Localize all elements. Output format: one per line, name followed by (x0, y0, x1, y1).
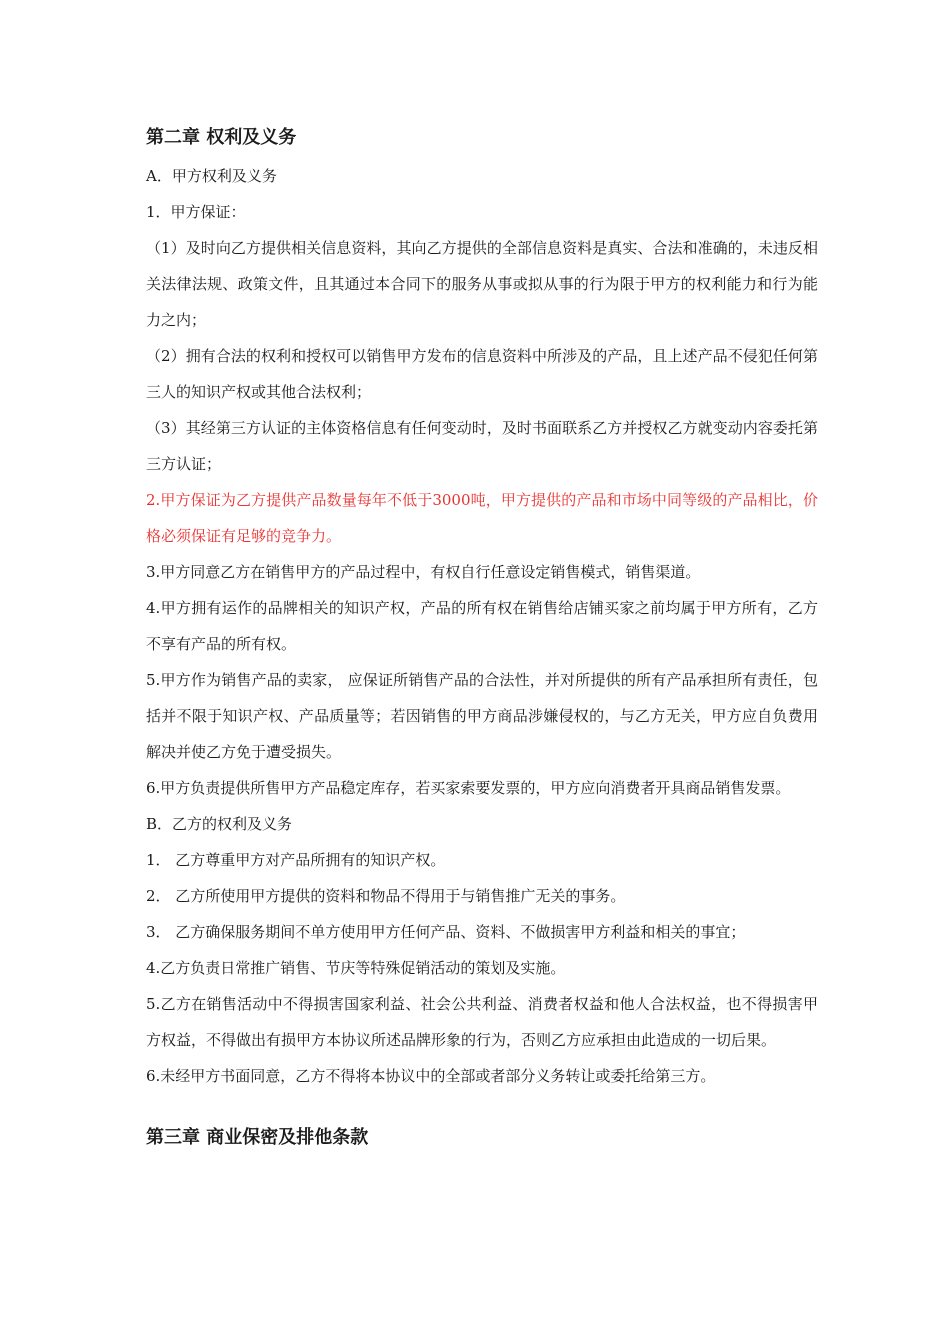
clause-b6: 6.未经甲方书面同意，乙方不得将本协议中的全部或者部分义务转让或委托给第三方。 (146, 1067, 716, 1085)
clause-a3: 3.甲方同意乙方在销售甲方的产品过程中，有权自行任意设定销售模式，销售渠道。 (146, 563, 701, 581)
spacer (146, 1094, 818, 1118)
chapter-2-title: 第二章 权利及义务 (146, 127, 297, 148)
clause-a4: 4.甲方拥有运作的品牌相关的知识产权，产品的所有权在销售给店铺买家之前均属于甲方所有，乙方不享有产品的所有权。 (146, 599, 818, 653)
chapter-3-title: 第三章 商业保密及排他条款 (146, 1127, 369, 1148)
clause-b2: 2． 乙方所使用甲方提供的资料和物品不得用于与销售推广无关的事务。 (146, 887, 626, 905)
clause-b1: 1． 乙方尊重甲方对产品所拥有的知识产权。 (146, 851, 446, 869)
clause-a1-1: （1）及时向乙方提供相关信息资料，其向乙方提供的全部信息资料是真实、合法和准确的，未违反相关法律法规、政策文件，且其通过本合同下的服务从事或拟从事的行为限于甲方的权利能力和行为能力之内； (146, 239, 818, 329)
clause-b4: 4.乙方负责日常推广销售、节庆等特殊促销活动的策划及实施。 (146, 959, 566, 977)
section-b-heading: B．乙方的权利及义务 (146, 815, 293, 833)
clause-a1-2: （2）拥有合法的权利和授权可以销售甲方发布的信息资料中所涉及的产品，且上述产品不侵犯任何第三人的知识产权或其他合法权利； (146, 347, 818, 401)
clause-a1-3: （3）其经第三方认证的主体资格信息有任何变动时，及时书面联系乙方并授权乙方就变动内容委托第三方认证； (146, 419, 818, 473)
section-a-heading: A．甲方权利及义务 (146, 167, 277, 185)
clause-b3: 3． 乙方确保服务期间不单方使用甲方任何产品、资料、不做损害甲方利益和相关的事宜； (146, 923, 746, 941)
clause-a5: 5.甲方作为销售产品的卖家， 应保证所销售产品的合法性，并对所提供的所有产品承担所有责任，包括并不限于知识产权、产品质量等；若因销售的甲方商品涉嫌侵权的，与乙方无关，甲方应自负费用解决并使乙方免于遭受损失。 (146, 671, 818, 761)
clause-a6: 6.甲方负责提供所售甲方产品稳定库存，若买家索要发票的，甲方应向消费者开具商品销售发票。 (146, 779, 791, 797)
clause-b5: 5.乙方在销售活动中不得损害国家利益、社会公共利益、消费者权益和他人合法权益，也不得损害甲方权益，不得做出有损甲方本协议所述品牌形象的行为，否则乙方应承担由此造成的一切后果。 (146, 995, 818, 1049)
clause-a2-highlighted: 2.甲方保证为乙方提供产品数量每年不低于3000吨，甲方提供的产品和市场中同等级的产品相比，价格必须保证有足够的竞争力。 (146, 491, 818, 545)
clause-a1: 1．甲方保证： (146, 203, 246, 221)
document-page (146, 118, 818, 1158)
